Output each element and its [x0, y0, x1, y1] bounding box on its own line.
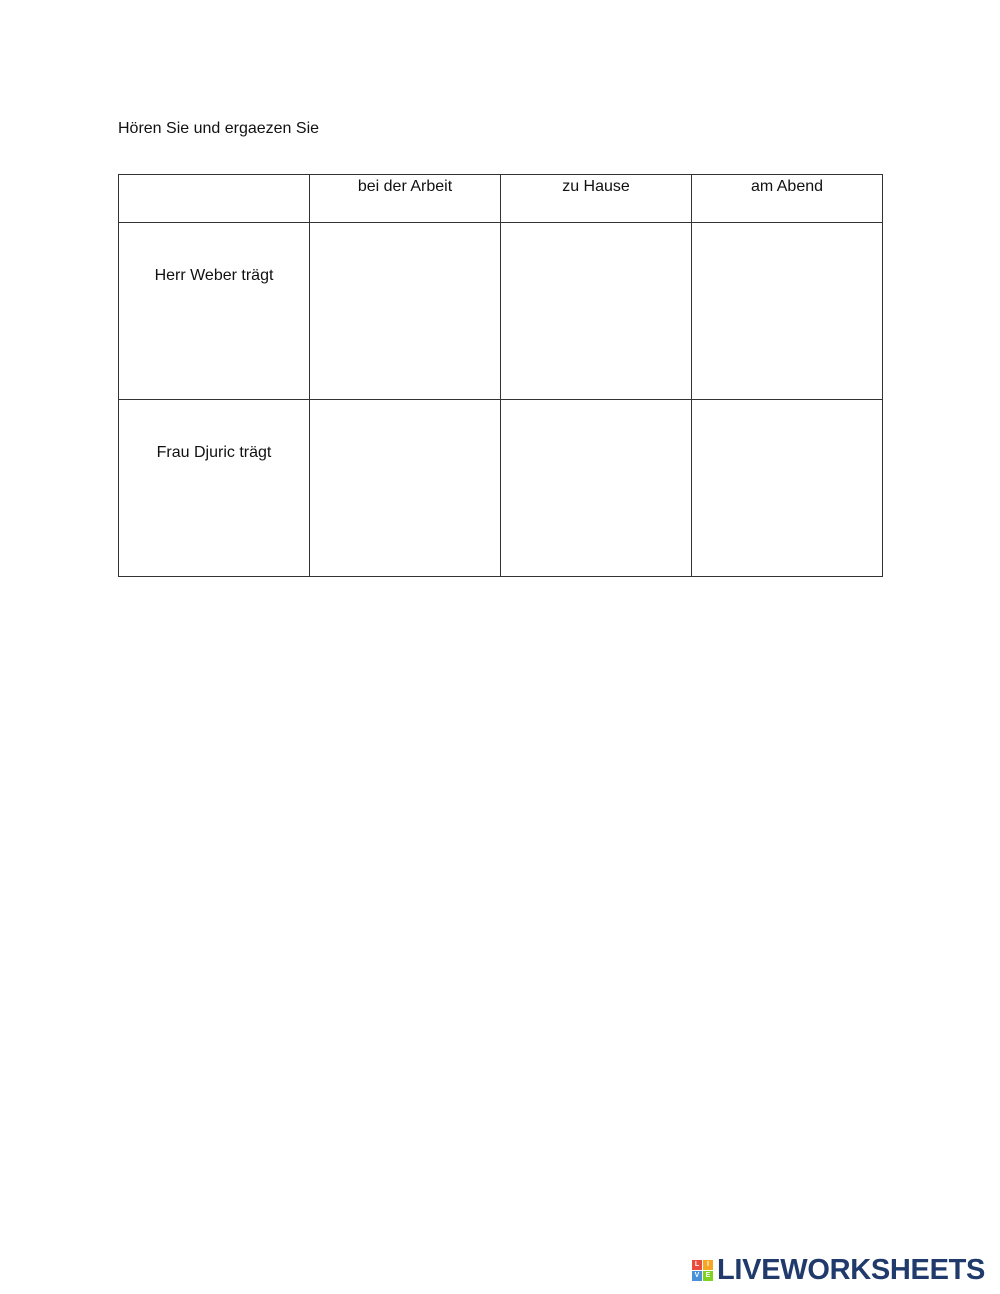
header-cell-in-evening: am Abend	[692, 175, 883, 223]
logo-square-e: E	[703, 1271, 713, 1281]
answer-cell[interactable]	[692, 400, 883, 577]
instruction-text: Hören Sie und ergaezen Sie	[118, 120, 320, 137]
table-row	[119, 400, 883, 577]
answer-cell[interactable]	[501, 400, 692, 577]
logo-square-v: V	[692, 1271, 702, 1281]
header-cell-at-home: zu Hause	[501, 175, 692, 223]
row-label-frau-djuric: Frau Djuric trägt	[119, 400, 310, 577]
answer-cell[interactable]	[501, 223, 692, 400]
answer-cell[interactable]	[310, 223, 501, 400]
logo-square-l: L	[692, 1260, 702, 1270]
answer-cell[interactable]	[310, 400, 501, 577]
logo-square-i: I	[703, 1260, 713, 1270]
liveworksheets-logo	[692, 1254, 986, 1286]
header-cell-at-work: bei der Arbeit	[310, 175, 501, 223]
table-header-row	[119, 175, 883, 223]
row-label-herr-weber: Herr Weber trägt	[119, 223, 310, 400]
answer-cell[interactable]	[692, 223, 883, 400]
header-cell-empty	[119, 175, 310, 223]
answer-table	[118, 174, 883, 577]
logo-mark-icon	[692, 1260, 713, 1281]
logo-text: LIVEWORKSHEETS	[717, 1254, 986, 1286]
table-row	[119, 223, 883, 400]
